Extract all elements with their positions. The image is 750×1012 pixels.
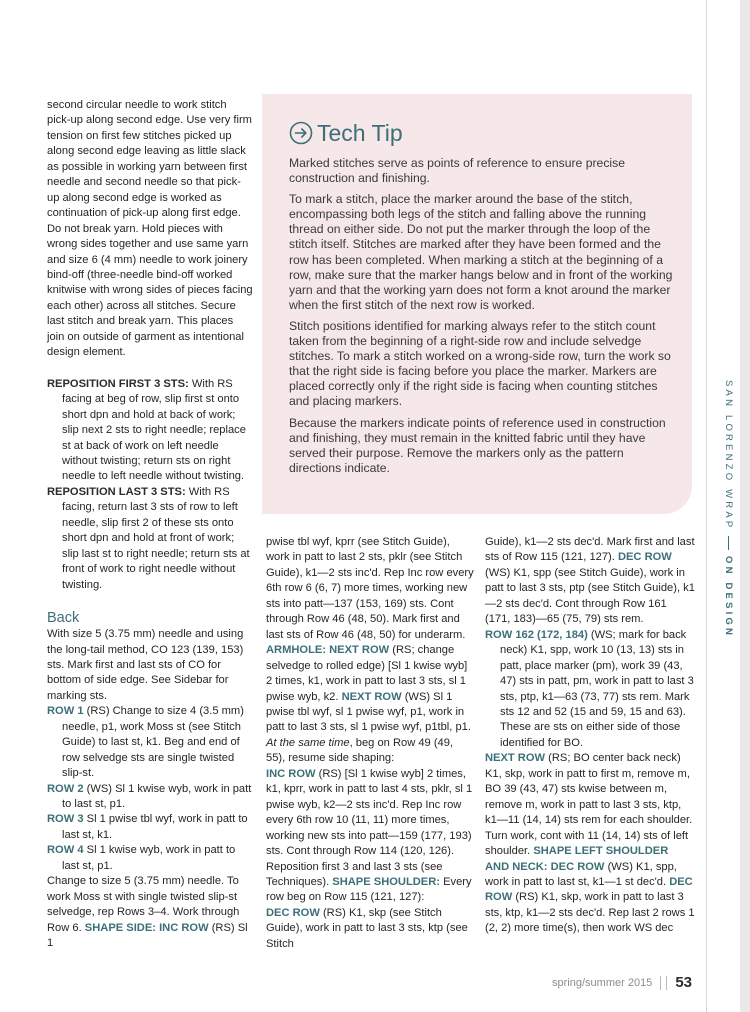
reposition-first-text: With RS facing at beg of row, slip first st onto short dpn and hold at back of work; slip next 2 sts to right needle; replace st at back of work on left needle without twisting; return sts on right needle to left needle without twisting. (62, 377, 246, 483)
row-3-instruction (47, 812, 253, 843)
row-4-instruction (47, 843, 253, 874)
tech-tip-paragraph: Stitch positions identified for marking always refer to the stitch count taken from the beginning of a right-side row and include selvedge stitches. To mark a stitch worked on a wrong-side row, turn the work so that the right side is facing before you place the marker. Markers are placed correctly only if the right side is facing when counting stitches and placing markers. (289, 318, 671, 409)
row-3-text: Sl 1 pwise tbl wyf, work in patt to last st, k1. (62, 813, 248, 841)
reposition-last-instruction (47, 485, 253, 593)
tech-tip-body (289, 156, 679, 482)
at-same-time: At the same time (266, 736, 350, 749)
row-162-instruction (485, 628, 695, 752)
row-162-text: (WS; mark for back neck) K1, spp, work 10 (13, 13) sts in patt, place marker (pm), work 39 (43, 47) sts in patt, pm, work in patt to last 3 sts, ptp, k1—63 (73, 77) sts rem. Mark sts 12 and 52 (15 and 59, 15 and 63). These are sts on either side of those identified for BO. (500, 628, 694, 749)
row-162-label: ROW 162 (172, 184) (485, 628, 588, 641)
sidebar-separator (728, 536, 729, 550)
reposition-last-text: With RS facing, return last 3 sts of row to left needle, slip first 2 of these sts onto short dpn and hold at front of work; slip last st to right needle; return sts at front of work to right needle without twisting. (62, 485, 250, 591)
row-2-text: (WS) Sl 1 kwise wyb, work in patt to last st, p1. (62, 782, 252, 811)
tech-tip-paragraph: Marked stitches serve as points of reference to ensure precise construction and finishing. (289, 156, 625, 186)
page-edge-strip (740, 0, 750, 1012)
row-2-instruction (47, 782, 253, 813)
reposition-first-label: REPOSITION FIRST 3 STS: (47, 377, 189, 390)
next-row-bo-text: (RS; BO center back neck) K1, skp, work in patt to first m, remove m, BO 39 (43, 47) sts kwise between m, remove m, work in patt to last 3 sts, ktp, k1—11 (14, 14) sts rem for each shoulder. Turn work, cont with 11 (14, 14) sts of left shoulder. (485, 752, 693, 858)
dec-row-text: (RS) K1, skp (see Stitch Guide), work in patt to last 3 sts, ktp (see Stitch (266, 906, 468, 950)
next-row-bo-paragraph (485, 751, 695, 936)
sidebar-divider (706, 0, 707, 1012)
column-1 (47, 98, 253, 952)
page-number: 53 (675, 974, 692, 991)
row-1-instruction (47, 704, 253, 781)
sidebar-label (723, 380, 734, 639)
dec-row-ws-label: DEC ROW (617, 551, 672, 564)
back-intro: With size 5 (3.75 mm) needle and using the long-tail method, CO 123 (139, 153) sts. Mark first and last sts of CO for bottom of side edge. See Sidebar for marking sts. (47, 628, 244, 702)
dec-row-rs-label: DEC ROW (485, 875, 693, 904)
shape-side-text: (RS) Sl 1 (47, 921, 248, 950)
column-2 (266, 535, 475, 952)
inc-row-paragraph (266, 767, 475, 906)
tech-tip-heading (289, 118, 403, 148)
issue-label: spring/summer 2015 (552, 976, 653, 989)
row-1-label: ROW 1 (47, 705, 84, 718)
shape-shoulder-label: SHAPE SHOULDER: (332, 875, 440, 888)
dec-row-paragraph (266, 906, 475, 952)
col2-text: pwise tbl wyf, kprr (see Stitch Guide), work in patt to last 2 sts, pklr (see Stitch Guide), k1—2 sts inc'd. Rep Inc row every 6th row 6 (6, 7) more times, working new sts into patt—137 (153, 169) sts. Cont through Row 46 (48, 50). Mark first and last sts of Row 46 (48, 50) for underarm. (266, 536, 474, 641)
armhole-text: (RS; change selvedge to rolled edge) [Sl 1 kwise wyb] 2 times, k1, work in patt to last 3 sts, sl 1 pwise wyb, k2. (266, 644, 468, 703)
change-needle-text: Change to size 5 (3.75 mm) needle. To work Moss st with single twisted slip-st selvedge, rep Rows 3–4. Work through Row 6. (47, 875, 240, 934)
col3-paragraph (485, 535, 695, 628)
section-title-back: Back (47, 610, 80, 627)
change-needle-paragraph (47, 874, 253, 951)
reposition-last-label: REPOSITION LAST 3 STS: (47, 485, 186, 498)
next-row-bo-label: NEXT ROW (485, 752, 546, 765)
shape-left-shoulder-label: SHAPE LEFT SHOULDER AND NECK: DEC ROW (485, 845, 669, 873)
col2-paragraph (266, 535, 475, 767)
tech-tip-paragraph: To mark a stitch, place the marker around the base of the stitch, encompassing both legs of the stitch and falling above the running thread on either side. Do not put the marker through the loop of the stitch itself. Stitches are marked after they have been formed and the row has been completed. When marking a stitch at the beginning of a row, make sure that the marker hangs below and in front of the working yarn and that the working yarn does not form a knot around the marker when the first stitch of the next row is worked. (289, 192, 673, 312)
sidebar-title: SAN LORENZO WRAP (723, 380, 734, 531)
footer-divider (660, 976, 667, 990)
row-2-label: ROW 2 (47, 782, 84, 795)
sidebar-section: ON DESIGN (723, 556, 734, 639)
next-row-label: NEXT ROW (341, 690, 402, 703)
shape-shoulder-text: Every row beg on Row 115 (121, 127): (266, 875, 472, 904)
tech-tip-title: Tech Tip (317, 120, 403, 146)
armhole-label: ARMHOLE: NEXT ROW (266, 644, 390, 657)
reposition-first-instruction (47, 377, 253, 485)
inc-row-label: INC ROW (266, 767, 316, 780)
row-4-label: ROW 4 (47, 844, 84, 857)
column-3 (485, 535, 695, 937)
intro-paragraph: second circular needle to work stitch pick-up along second edge. Use very firm tension on first few stitches picked up along second edge leaving as little slack as possible in working yarn between first needle and second needle so that pick-up along second edge is worked as continuation of pick-up along first edge. Do not break yarn. Hold pieces with wrong sides together and use same yarn and size 6 (4 mm) needle to work joinery bind-off (three-needle bind-off worked knitwise with wrong sides of pieces facing each other) across all stitches. Secure last stitch and break yarn. This places join on outside of garment as intentional design element. (47, 99, 253, 359)
tech-tip-paragraph: Because the markers indicate points of reference used in construction and finishing, they must remain in the knitted fabric until they have served their purpose. Remove the markers only as the pattern directions indicate. (289, 415, 666, 475)
next-row-text: (WS) Sl 1 pwise tbl wyf, sl 1 pwise wyf, p1, work in patt to last 3 sts, sl 1 pwise wyf, p1tbl, p1. (266, 690, 471, 734)
dec-row-ws-text: (WS) K1, spp (see Stitch Guide), work in patt to last 3 sts, ptp (see Stitch Guide), k1—2 sts dec'd. Cont through Row 161 (171, 183)—65 (75, 79) sts rem. (485, 566, 695, 626)
row-3-label: ROW 3 (47, 813, 84, 826)
shape-left-shoulder-text: (WS) K1, spp, work in patt to last st, k1—1 st dec'd. (485, 860, 677, 888)
next-row-text-b: , beg on Row 49 (49, 55), resume side shaping: (266, 736, 454, 765)
dec-row-label: DEC ROW (266, 906, 320, 919)
shape-side-label: SHAPE SIDE: INC ROW (84, 921, 209, 934)
row-4-text: Sl 1 kwise wyb, work in patt to last st, p1. (62, 844, 236, 872)
col3-text: Guide), k1—2 sts dec'd. Mark first and last sts of Row 115 (121, 127). (485, 536, 695, 564)
arrow-circle-icon (289, 121, 313, 145)
row-1-text: (RS) Change to size 4 (3.5 mm) needle, p1, work Moss st (see Stitch Guide) to last st, k1. Beg and end of row selvedge sts are single twisted slip-st. (62, 705, 244, 780)
dec-row-rs-text: (RS) K1, skp, work in patt to last 3 sts, ktp, k1—2 sts dec'd. Rep last 2 rows 1 (2, 2) more time(s), then work WS dec (485, 891, 695, 935)
page-footer (552, 974, 692, 991)
inc-row-text: (RS) [Sl 1 kwise wyb] 2 times, k1, kprr, work in patt to last 4 sts, pklr, sl 1 pwise wyb, k2—2 sts inc'd. Rep Inc row every 6th row 10 (11, 11) more times, working new sts into patt—159 (177, 193) sts. Cont through Row 114 (120, 126). Reposition first 3 and last 3 sts (see Techniques). (266, 767, 473, 888)
